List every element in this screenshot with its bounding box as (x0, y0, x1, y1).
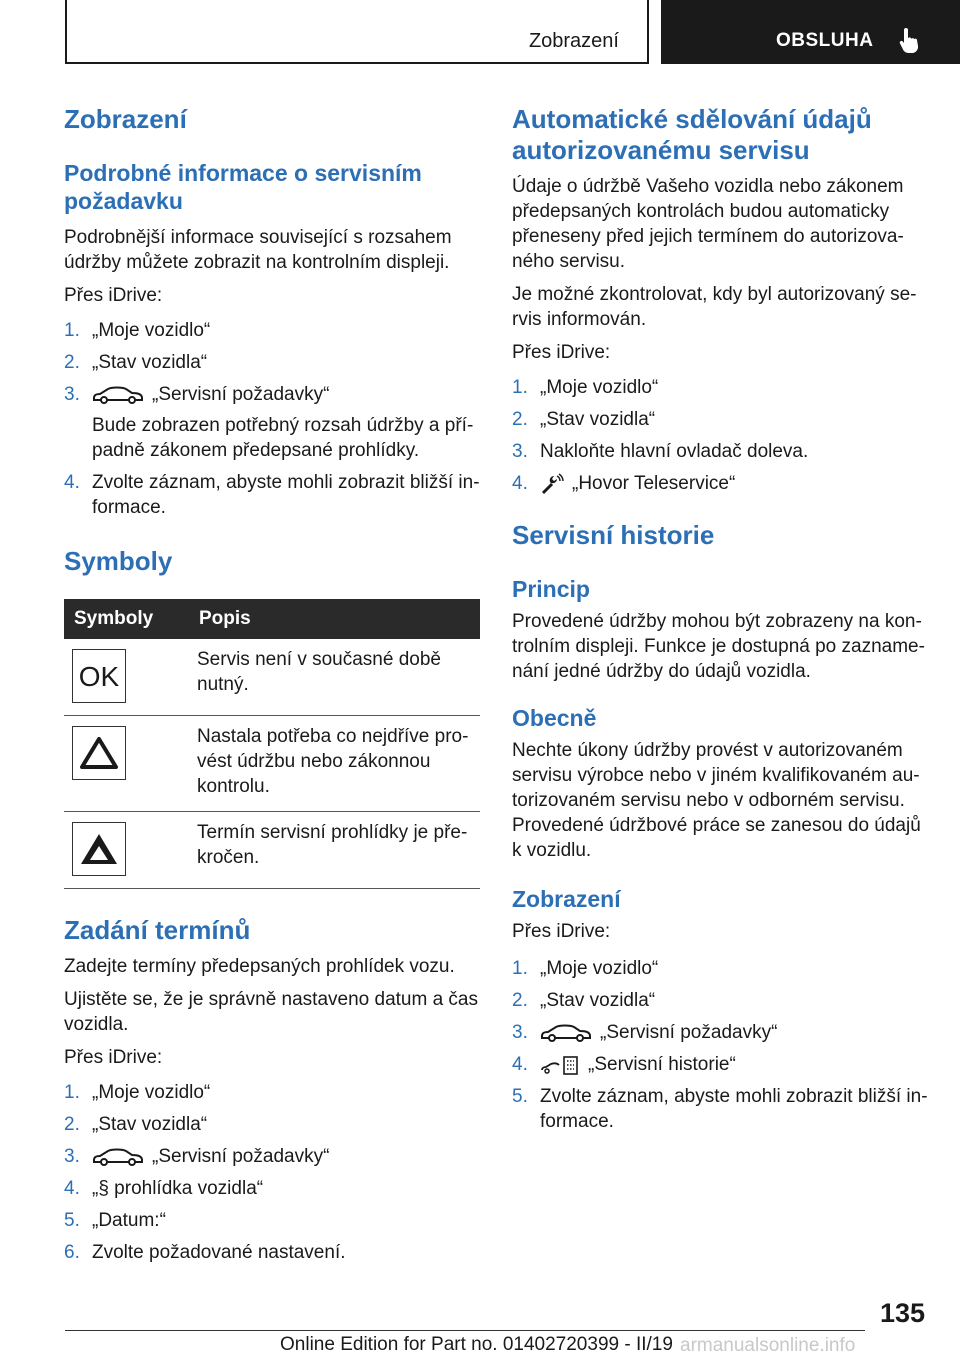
teleservice-steps (512, 375, 928, 496)
warning-filled-icon (72, 822, 126, 876)
symbols-table (64, 599, 480, 889)
dates-note: Ujistěte se, že je správně nastaveno datum a čas vozidla. (64, 989, 479, 1035)
list-item: 6. Zvolte požadované nastavení. (64, 1242, 346, 1263)
dates-steps (64, 1080, 484, 1265)
history-steps (512, 956, 928, 1134)
ok-icon (72, 649, 126, 703)
idrive-label: Přes iDrive: (512, 342, 611, 363)
list-item: 3. Nakloňte hlavní ovladač doleva. (512, 441, 809, 462)
list-item: 5. Zvolte záznam, abyste mohli zobrazit bližší informace. (512, 1086, 928, 1132)
header-tab-label: OBSLUHA (776, 30, 874, 51)
list-item: 4. „Hovor Teleservice“ (512, 473, 736, 494)
table-header: Popis (189, 599, 480, 639)
page-number: 135 (880, 1298, 926, 1328)
right-column (512, 104, 928, 1141)
table-row: Nastala potřeba co nejdříve provést údržbu nebo zákonnou kontrolu. (64, 716, 480, 812)
list-item: 4. Zvolte záznam, abyste mohli zobrazit bližší informace. (64, 472, 480, 518)
left-column (64, 104, 484, 1272)
list-item: 2. „Stav vozidla“ (512, 409, 656, 430)
idrive-label: Přes iDrive: (64, 285, 163, 306)
section-detail-title: Podrobné informace o servisním požadavku (64, 160, 422, 214)
car-icon (92, 1147, 144, 1167)
hand-pointer-icon (899, 27, 921, 53)
car-icon (540, 1023, 592, 1043)
principle-title: Princip (512, 576, 590, 602)
header-tab (661, 0, 960, 64)
list-item: 3. „Servisní požadavky“ (512, 1022, 778, 1043)
detail-steps (64, 318, 484, 520)
list-item: 1. „Moje vozidlo“ (64, 1082, 211, 1103)
list-item: 5. „Datum:“ (64, 1210, 166, 1231)
edition-text: Online Edition for Part no. 01402720399 - II/19 (280, 1334, 673, 1355)
wrench-signal-icon (540, 473, 564, 495)
idrive-label: Přes iDrive: (512, 921, 611, 942)
dates-title: Zadání termínů (64, 915, 251, 945)
list-item: 1. „Moje vozidlo“ (64, 320, 211, 341)
general-title: Obecně (512, 705, 597, 731)
list-item: 3. „Servisní požadavky“ Bude zobrazen potřebný rozsah údržby a případně zákonem předepsané prohlídky. (64, 384, 474, 461)
auto-transmit-title: Automatické sdělování údajů autorizovanému servisu (512, 104, 872, 165)
list-item: 3. „Servisní požadavky“ (64, 1146, 330, 1167)
symbols-title: Symboly (64, 546, 173, 576)
list-item: 4. „Servisní historie“ (512, 1054, 736, 1075)
history-title: Servisní historie (512, 520, 715, 550)
table-header: Symboly (64, 599, 189, 639)
general-paragraph: Nechte úkony údržby provést v autorizovaném servisu výrobce nebo v jiném kvalifikovaném autorizovaném servisu nebo v odborném servisu. Provedené údržbové práce se zanesou do údajů k vozidlu. (512, 740, 921, 861)
list-item: 2. „Stav vozidla“ (64, 352, 208, 373)
auto-transmit-paragraph: Údaje o údržbě Vašeho vozidla nebo zákonem předepsaných kontrolách budou automaticky přeneseny před jejich termínem do autorizovaného servisu. (512, 176, 904, 272)
list-item: 2. „Stav vozidla“ (64, 1114, 208, 1135)
svg-text:OK: OK (78, 663, 120, 689)
header-section-title: Zobrazení (528, 30, 619, 52)
detail-paragraph: Podrobnější informace související s rozsahem údržby můžete zobrazit na kontrolním displeji. (64, 227, 452, 273)
display-title: Zobrazení (512, 886, 621, 912)
table-row: OK Servis není v současné době nutný. (64, 639, 480, 716)
idrive-label: Přes iDrive: (64, 1047, 163, 1068)
warning-outline-icon (72, 726, 126, 780)
list-item: 1. „Moje vozidlo“ (512, 958, 659, 979)
list-item: 1. „Moje vozidlo“ (512, 377, 659, 398)
list-item: 2. „Stav vozidla“ (512, 990, 656, 1011)
service-history-icon (540, 1054, 580, 1076)
table-row: Termín servisní prohlídky je překročen. (64, 812, 480, 889)
dates-paragraph: Zadejte termíny předepsaných prohlídek vozu. (64, 956, 455, 977)
car-icon (92, 385, 144, 405)
page-title: Zobrazení (64, 104, 187, 134)
auto-transmit-note: Je možné zkontrolovat, kdy byl autorizovaný servis informován. (512, 284, 917, 330)
principle-paragraph: Provedené údržby mohou být zobrazeny na kontrolním displeji. Funkce je dostupná po zaznamenání jedné údržby do údajů vozidla. (512, 611, 925, 682)
list-item: 4. „§ prohlídka vozidla“ (64, 1178, 264, 1199)
header-box (65, 0, 649, 64)
footer-divider (65, 1330, 865, 1331)
watermark-text: armanualsonline.info (680, 1335, 856, 1356)
